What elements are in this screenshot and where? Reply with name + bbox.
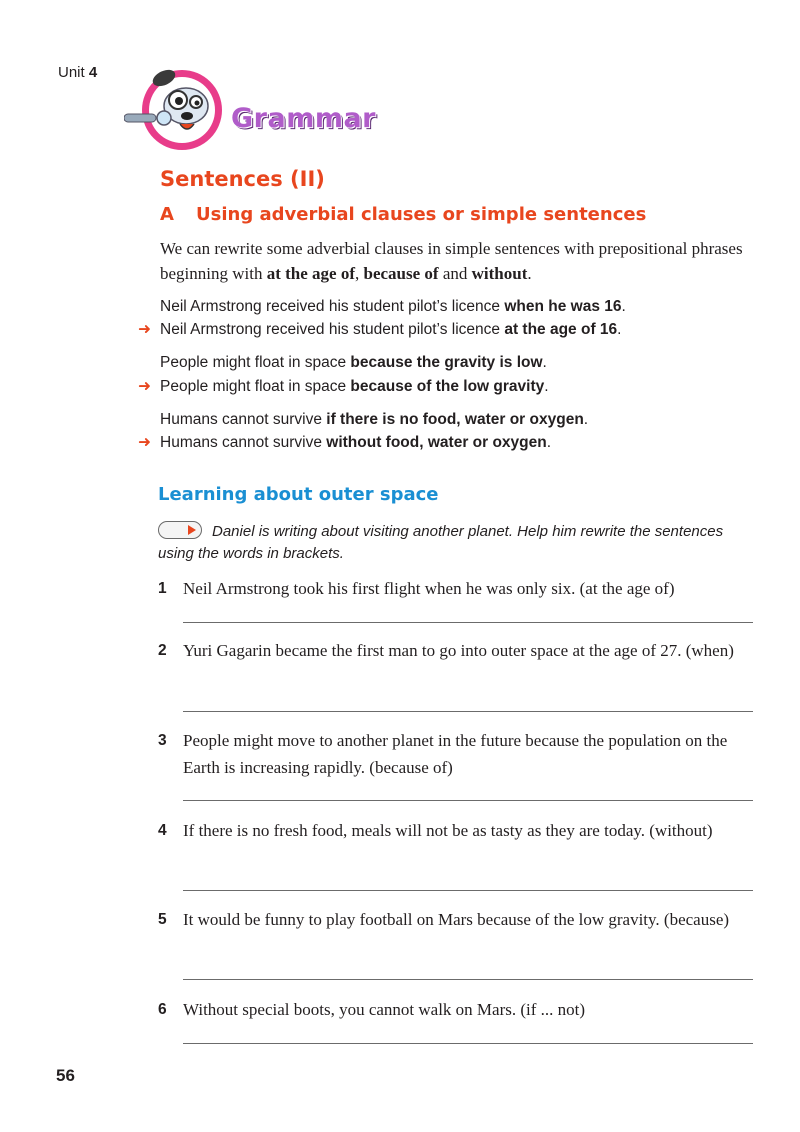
- question: 4 If there is no fresh food, meals will not be as tasty as they are today. (without): [158, 821, 713, 840]
- page-number: 56: [56, 1066, 75, 1085]
- arrow-icon: ➜: [138, 378, 151, 395]
- answer-line[interactable]: [183, 622, 753, 623]
- example-sentence-rewritten: ➜ Humans cannot survive without food, water or oxygen.: [160, 431, 551, 454]
- answer-line[interactable]: [183, 800, 753, 801]
- section-title: Sentences (II): [160, 167, 325, 191]
- example-sentence: Neil Armstrong received his student pilot’s licence when he was 16.: [160, 298, 626, 315]
- arrow-icon: ➜: [138, 434, 151, 451]
- example-sentence-rewritten: ➜ People might float in space because of the low gravity.: [160, 375, 549, 398]
- answer-line[interactable]: [183, 979, 753, 980]
- magnifying-glass-dog-icon: [124, 62, 224, 154]
- page-title: Grammar: [231, 103, 376, 134]
- question: 3 People might move to another planet in the future because the population on the Earth is increasing rapidly. (because of): [158, 731, 728, 777]
- example-sentence-rewritten: ➜ Neil Armstrong received his student pilot’s licence at the age of 16.: [160, 318, 621, 341]
- unit-label: Unit 4: [58, 64, 98, 81]
- question: 5 It would be funny to play football on Mars because of the low gravity. (because): [158, 910, 730, 929]
- exercise-title: Learning about outer space: [158, 484, 439, 505]
- answer-line[interactable]: [183, 890, 753, 891]
- exercise-instructions: Daniel is writing about visiting another planet. Help him rewrite the sentences using the words in brackets.: [158, 523, 724, 562]
- intro-paragraph: We can rewrite some adverbial clauses in simple sentences with prepositional phrases beginning with at the age of, because of and without.: [160, 239, 743, 283]
- answer-line[interactable]: [183, 1043, 753, 1044]
- audio-play-icon: [158, 521, 202, 539]
- question: 6 Without special boots, you cannot walk on Mars. (if ... not): [158, 1000, 586, 1019]
- question: 1 Neil Armstrong took his first flight when he was only six. (at the age of): [158, 579, 675, 598]
- subsection-title: A Using adverbial clauses or simple sentences: [160, 204, 647, 225]
- example-sentence: People might float in space because the gravity is low.: [160, 354, 547, 371]
- answer-line[interactable]: [183, 711, 753, 712]
- example-sentence: Humans cannot survive if there is no food, water or oxygen.: [160, 411, 589, 428]
- question: 2 Yuri Gagarin became the first man to go into outer space at the age of 27. (when): [158, 641, 734, 660]
- arrow-icon: ➜: [138, 321, 151, 338]
